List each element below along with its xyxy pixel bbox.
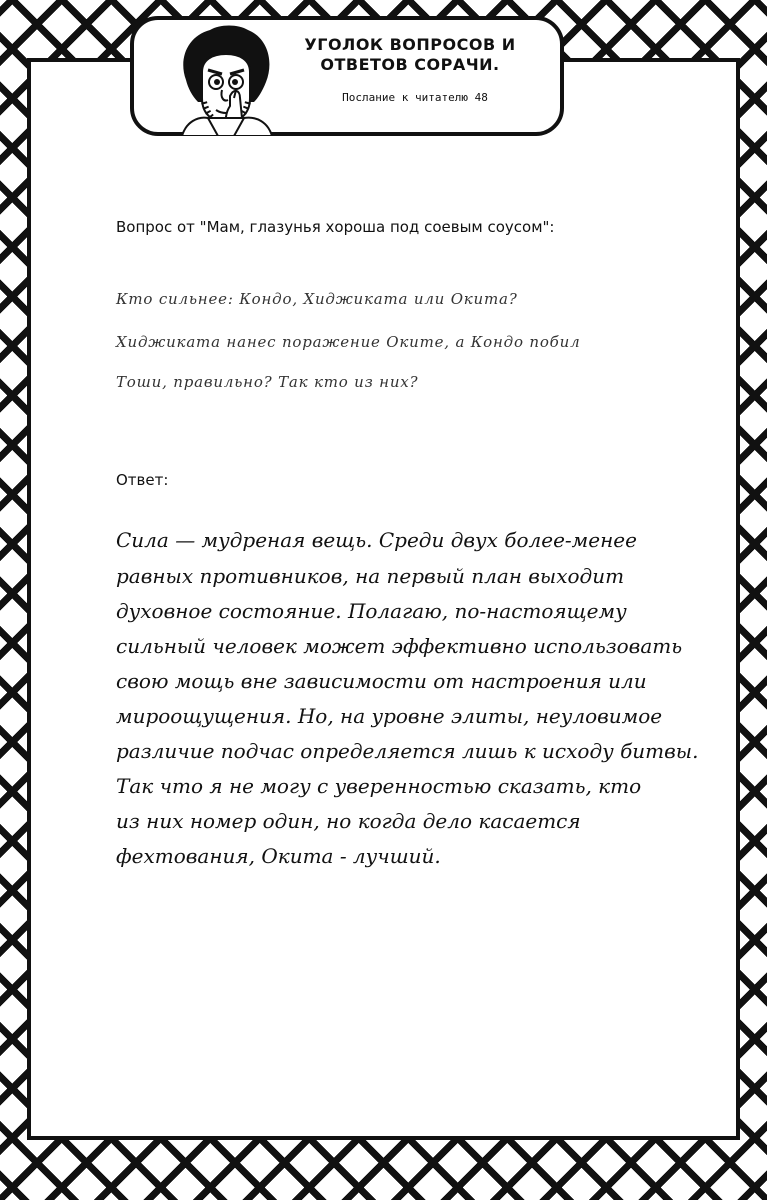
answer-line: фехтования, Окита - лучший. (116, 844, 441, 868)
answer-line: равных противников, на первый план выходит (116, 564, 625, 588)
answer-label: Ответ: (116, 471, 169, 489)
question-line: Кто сильнее: Кондо, Хиджиката или Окита? (116, 290, 518, 308)
gorilla-avatar-icon (168, 18, 284, 136)
answer-line: свою мощь вне зависимости от настроения или (116, 669, 647, 693)
answer-line: мироощущения. Но, на уровне элиты, неуловимое (116, 704, 663, 728)
header-title-line-2: ОТВЕТОВ СОРАЧИ. (320, 55, 500, 74)
question-line: Тоши, правильно? Так кто из них? (116, 373, 419, 391)
header-subtitle: Послание к читателю 48 (342, 91, 488, 104)
question-label: Вопрос от "Мам, глазунья хороша под соевым соусом": (116, 218, 555, 236)
question-line: Хиджиката нанес поражение Оките, а Кондо побил (116, 333, 581, 351)
header-title-line-1: УГОЛОК ВОПРОСОВ И (304, 35, 516, 54)
answer-line: из них номер один, но когда дело касается (116, 809, 581, 833)
answer-line: Сила — мудреная вещь. Среди двух более-менее (116, 528, 637, 552)
answer-line: духовное состояние. Полагаю, по-настоящему (116, 599, 627, 623)
answer-line: сильный человек может эффективно использовать (116, 634, 683, 658)
answer-line: различие подчас определяется лишь к исходу битвы. (116, 739, 699, 763)
answer-line: Так что я не могу с уверенностью сказать, кто (116, 774, 642, 798)
